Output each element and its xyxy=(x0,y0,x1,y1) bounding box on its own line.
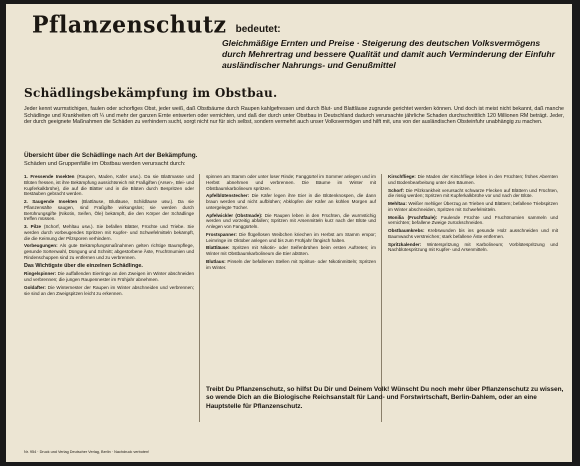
entry-lead: Mehltau: xyxy=(388,201,407,206)
entry-lead: Frostspanner: xyxy=(206,231,237,237)
entry xyxy=(388,228,558,240)
entry xyxy=(206,193,376,210)
entry-text: Winterspritzung mit Karbolineum; Vorblütespritzung und Nachblütespritzung mit Kupfer- und Arsenmitteln. xyxy=(388,241,558,253)
entry xyxy=(24,199,194,222)
entry-text: Die auffallenden Eierringe an den Zweigen im Winter abschneiden und verbrennen; die jungen Raupennester im Frühjahr abnehmen. xyxy=(24,271,194,282)
entry xyxy=(24,243,194,260)
slogan: Gleichmäßige Ernten und Preise · Steigerung des deutschen Volksvermögens durch Mehrertrag und bessere Qualität und damit auch Verminderung der Einfuhr ausländischer Nahrungs- und Genußmittel xyxy=(222,38,555,70)
entry-text: Die Käfer legen ihre Eier in die Blütenknospen, die dann braun werden und nicht aufblühen; Abklopfen der Käfer an kühlen Morgen auf untergelegte Tücher. xyxy=(206,193,376,210)
entry xyxy=(388,215,558,227)
entry-lead: Ringelspinner: xyxy=(24,271,57,277)
entry-text: Spritzen mit Nikotin- oder Seifenbrühen beim ersten Auftreten; im Winter mit Obstbaumkarbolineum die Eier abtöten. xyxy=(206,245,376,256)
masthead-title: Pflanzenschutz xyxy=(32,10,227,40)
entry-text: Als gute Bekämpfungsmaßnahmen gelten richtige Baumpflege, gesunde Sortenwahl, Düngung und Schnitt; abgestorbene Äste, Fruchtmumien und Rindenschuppen sind zu entfernen und zu verbrennen. xyxy=(24,243,194,260)
entry-lead: Spritzkalender: xyxy=(388,241,422,247)
column-2 xyxy=(206,174,376,272)
entry-lead: Apfelwickler (Obstmade): xyxy=(206,212,263,218)
entry xyxy=(206,245,376,257)
entry-text: Die Raupen leben in den Früchten, die wurmstichig werden und vorzeitig abfallen; Spritzen mit Arsenmitteln kurz nach der Blüte und Anlegen von Fanggürteln. xyxy=(206,212,376,229)
entry xyxy=(24,224,194,241)
entry-text: Weißer mehliger Überzug an Trieben und Blättern; befallene Triebspitzen im Winter abschneiden, Spritzen mit Schwefelmitteln. xyxy=(388,201,558,212)
entry-text: spinnen am Stamm oder unter loser Rinde; Fanggürtel im Sommer anlegen und im Herbst abnehmen und verbrennen. Die Bäume im Winter mit Obstbaumkarbolineum spritzen. xyxy=(206,174,376,191)
entry-text: Krebswunden bis ins gesunde Holz ausschneiden und mit Baumwachs verstreichen; stark befallene Äste entfernen. xyxy=(388,228,558,239)
entry xyxy=(24,285,194,297)
section-heading: Das Wichtigste über die einzelnen Schädlinge. xyxy=(24,262,143,269)
entry-text: Die Maden der Kirschfliege leben in den Früchten; frühes Abernten und Bodenbearbeitung unter den Bäumen. xyxy=(388,174,558,185)
entry-lead: 3. Pilze xyxy=(24,224,42,229)
entry-lead: Monilia (Fruchtfäule): xyxy=(388,214,438,220)
entry-text: Die flügellosen Weibchen kriechen im Herbst am Stamm empor; Leimringe im Oktober anlegen und bis zum Frühjahr fängisch halten. xyxy=(206,231,376,243)
entry-lead: Obstbaumkrebs: xyxy=(388,228,425,233)
overview-subheading: Schäden und Gruppenfälle im Obstbau werden verursacht durch: xyxy=(24,161,186,167)
entry-lead: Vorbeugungen: xyxy=(24,243,58,249)
entry-lead: 2. Saugende Insekten xyxy=(24,199,78,204)
entry-text: Pinseln der befallenen Stellen mit Spiritus- oder Nikotinmitteln; Spritzen im Winter. xyxy=(206,258,377,270)
entry-lead: Kirschfliege: xyxy=(388,174,416,179)
entry-lead: Schorf: xyxy=(388,187,405,193)
column-divider xyxy=(199,174,200,422)
entry-lead: 1. Fressende Insekten xyxy=(24,174,75,179)
entry xyxy=(24,174,194,197)
imprint-line: Nr. 954 · Druck und Verlag Deutscher Verlag, Berlin · Nachdruck verboten! xyxy=(24,450,150,454)
masthead xyxy=(32,12,552,38)
entry xyxy=(206,259,376,271)
entry xyxy=(388,188,558,200)
entry xyxy=(206,174,376,191)
entry xyxy=(388,174,558,186)
entry-text: Faulende Früchte und Fruchtmumien sammeln und vernichten; befallene Zweige zurückschneiden. xyxy=(388,214,559,226)
column-divider xyxy=(381,174,382,422)
entry xyxy=(388,201,558,213)
entry xyxy=(206,232,376,244)
entry-lead: Goldafter: xyxy=(24,284,46,290)
entry-lead: Blutlaus: xyxy=(206,258,226,264)
entry-text: (Blattläuse, Blutläuse, Schildläuse usw.). Da sie Pflanzensäfte saugen, sind Fraßgifte wirkungslos; sie werden durch Berührungsgifte (Nikotin, Seifen, Öle) bekämpft, die den Körper der Schädlinge treffen müssen. xyxy=(24,199,194,222)
intro-paragraph: Jeder kennt wurmstichigen, faulen oder schorfiges Obst, jeder weiß, daß Obstbäume durch Raupen kahlgefressen und durch Blut- und Blattläuse zugrunde gerichtet werden können. Und doch ist meist nicht bekannt, daß manche Schädlinge und Krankheiten oft ¼ und mehr der ganzen Ernte entwerten oder vernichten, und daß der durch unter Obstbau in Deutschland dadurch verursachte jährliche Schaden durchschnittlich 120 Millionen RM beträgt. Jeder, der durch geeignete Maßnahmen die Schäden zu verhindern sucht, sorgt nicht nur für sich selbst, sondern vermehrt auch unser Volksvermögen und hilft mit, uns von der ausländischen Obsteinfuhr unabhängig zu machen. xyxy=(24,106,564,126)
entry xyxy=(388,242,558,254)
entry-text: (Raupen, Maden, Käfer usw.). Da sie Blattmasse und Blüten fressen, ist ihre Bekämpfung aussichtsreich mit Fraßgiften (Arsen-, Blei- und Kupferkalkbrühe), die auf die Blätter und in die Blüten durch Bespritzen oder Bestäuben gebracht werden. xyxy=(24,174,194,197)
overview-heading: Übersicht über die Schädlinge nach Art der Bekämpfung. xyxy=(24,152,198,159)
page-title: Schädlingsbekämpfung im Obstbau. xyxy=(24,86,278,100)
entry xyxy=(206,213,376,230)
entry-text: Die Pilzkrankheit verursacht schwarze Flecken auf Blättern und Früchten, die rissig werden; Spritzen mit Kupferkalkbrühe vor und nach der Blüte. xyxy=(388,187,558,199)
entry-text: (Schorf, Mehltau usw.). Sie befallen Blätter, Früchte und Triebe. Sie werden durch vorbeugendes Spritzen mit Kupfer- und Schwefelmitteln bekämpft, die die Keimung der Pilzsporen verhindern. xyxy=(24,224,194,241)
poster-sheet xyxy=(6,4,572,462)
entry xyxy=(24,271,194,283)
footer-appeal: Treibt Du Pflanzenschutz, so hilfst Du Dir und Deinem Volk! Wünscht Du noch mehr über Pflanzenschutz zu wissen, so wende Dich an die Biologische Reichsanstalt für Land- und Forstwirtschaft, Berlin-Dahlem, oder an eine Hauptstelle für Pflanzenschutz. xyxy=(206,386,564,410)
entry-text: Die Winternester der Raupen im Winter abschneiden und verbrennen; sie sind an den Zweigspitzen leicht zu erkennen. xyxy=(24,284,194,296)
column-1 xyxy=(24,174,194,298)
masthead-bedeutet: bedeutet: xyxy=(235,24,281,35)
column-3 xyxy=(388,174,558,255)
entry-lead: Blattläuse: xyxy=(206,245,230,251)
entry-lead: Apfelblütenstecher: xyxy=(206,193,250,199)
